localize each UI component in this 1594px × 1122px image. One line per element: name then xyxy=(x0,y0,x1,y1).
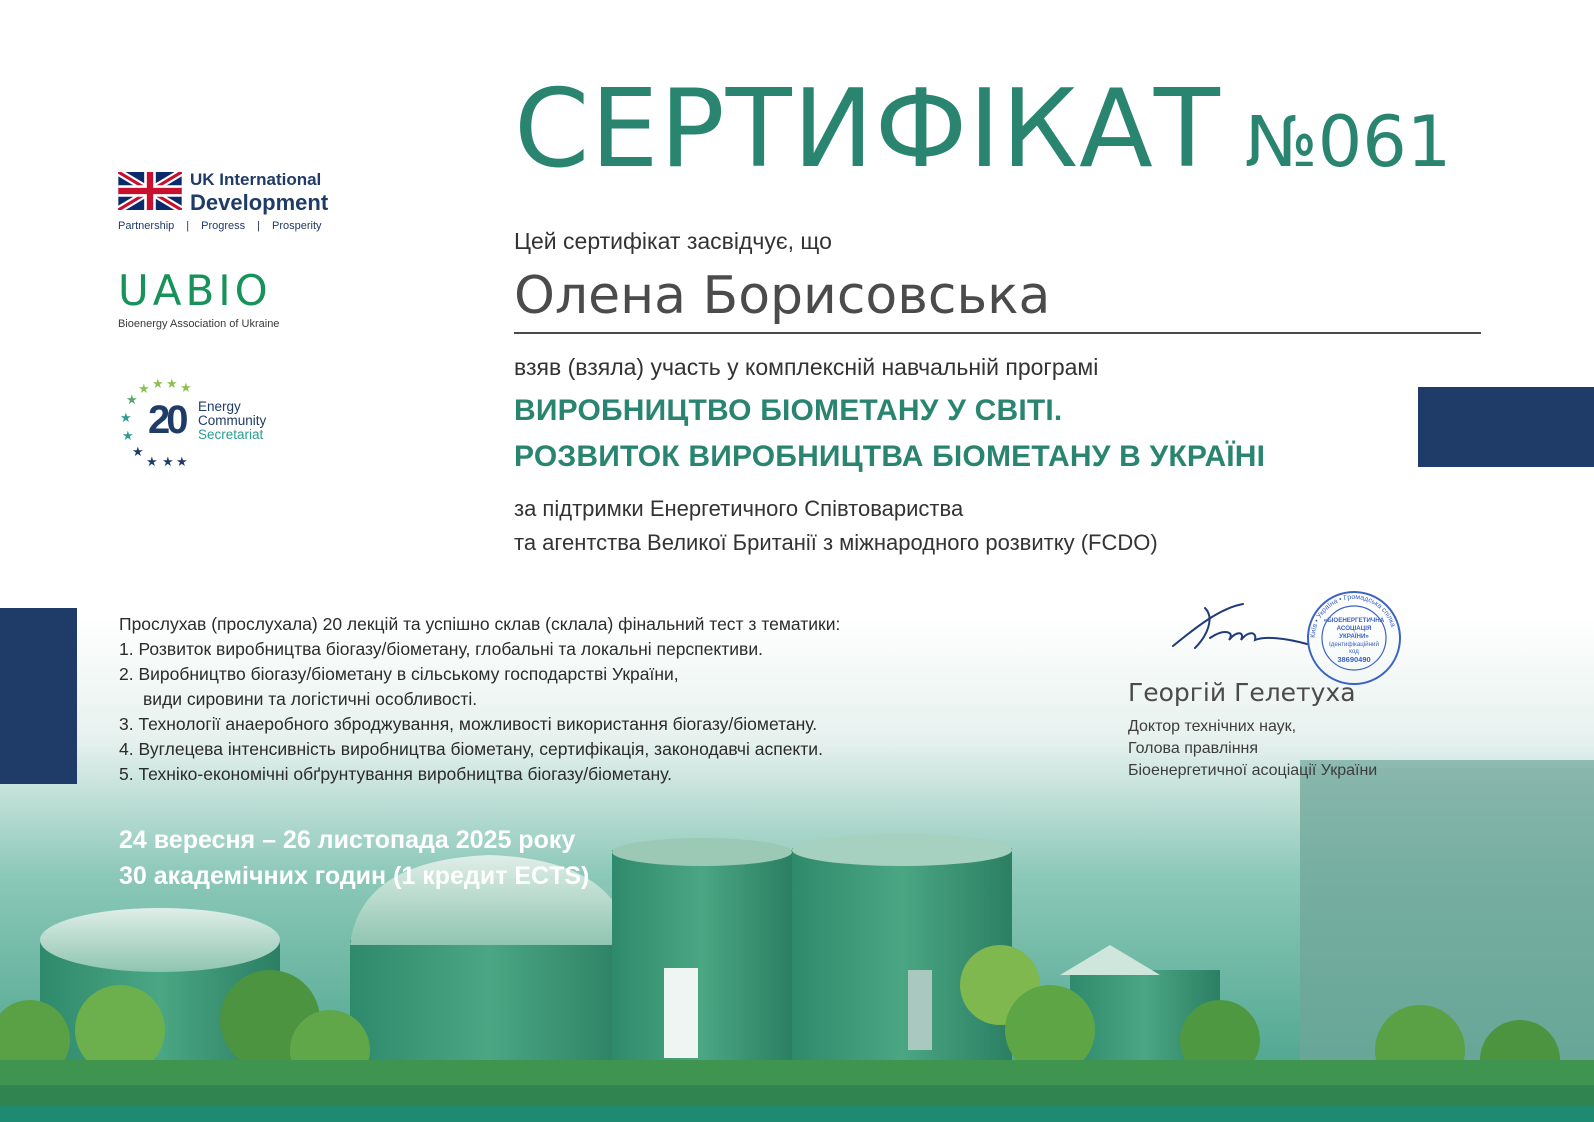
stamp-center-line: Ідентифікаційний xyxy=(1329,641,1379,648)
svg-text:★: ★ xyxy=(152,378,164,392)
navy-accent-block-right xyxy=(1418,387,1594,467)
course-dates: 24 вересня – 26 листопада 2025 року xyxy=(119,826,576,854)
topic-item: 2. Виробництво біогазу/біометану в сільському господарстві України, xyxy=(119,664,679,684)
support-text-line1: за підтримки Енергетичного Співтовариства xyxy=(514,496,964,521)
svg-text:★: ★ xyxy=(132,445,144,460)
uk-tagline-separator: | xyxy=(186,220,190,232)
uk-logo-line1: UK International xyxy=(190,170,322,189)
navy-accent-block-left xyxy=(0,608,77,784)
stamp-center-line: АСОЦІАЦІЯ xyxy=(1336,625,1372,632)
certificate-number: №061 xyxy=(1244,101,1452,183)
svg-text:★: ★ xyxy=(126,393,138,408)
uk-logo-tagline xyxy=(118,220,322,232)
certificate-title-word: СЕРТИФІКАТ xyxy=(514,67,1221,192)
topic-item: 5. Техніко-економічні обґрунтування виробництва біогазу/біометану. xyxy=(119,764,673,784)
uk-tagline-separator: | xyxy=(257,220,261,232)
signatory-role-line: Голова правління xyxy=(1128,740,1259,757)
stamp-center-line: «БІОЕНЕРГЕТИЧНА xyxy=(1323,617,1385,624)
signatory-role-line: Доктор технічних наук, xyxy=(1128,718,1297,735)
ecs-line-community: Community xyxy=(198,413,267,428)
recipient-name: Олена Борисовська xyxy=(514,266,1051,326)
uk-tagline-prosperity: Prosperity xyxy=(272,220,322,232)
stamp-center-line: УКРАЇНИ» xyxy=(1339,633,1369,640)
svg-text:★: ★ xyxy=(138,382,150,397)
svg-text:★: ★ xyxy=(180,381,192,396)
topics-intro: Прослухав (прослухала) 20 лекцій та успішно склав (склала) фінальний тест з тематики: xyxy=(119,614,841,634)
organization-stamp xyxy=(1304,588,1404,688)
stamp-code: 38690490 xyxy=(1337,655,1371,664)
course-hours: 30 академічних годин (1 кредит ECTS) xyxy=(119,862,590,890)
svg-text:★: ★ xyxy=(166,378,178,392)
bottom-green-bar xyxy=(0,1106,1594,1122)
support-text-line2: та агентства Великої Британії з міжнародного розвитку (FCDO) xyxy=(514,530,1158,555)
uabio-logo xyxy=(118,266,308,334)
svg-text:★: ★ xyxy=(146,455,158,470)
uabio-wordmark: UABIO xyxy=(118,266,272,315)
uabio-subtitle: Bioenergy Association of Ukraine xyxy=(118,318,280,330)
uk-international-development-logo xyxy=(118,170,348,236)
signatory-role-line: Біоенергетичної асоціації України xyxy=(1128,762,1378,779)
energy-community-secretariat-logo xyxy=(118,378,298,474)
stamp-center-line: код xyxy=(1349,648,1359,655)
program-title-line1: ВИРОБНИЦТВО БІОМЕТАНУ У СВІТІ. xyxy=(514,394,1063,427)
uk-tagline-progress: Progress xyxy=(201,220,246,232)
union-jack-icon xyxy=(118,172,182,210)
ecs-line-secretariat: Secretariat xyxy=(198,427,264,442)
uk-logo-line2: Development xyxy=(190,190,329,215)
certifies-text: Цей сертифікат засвідчує, що xyxy=(514,228,832,254)
svg-text:★: ★ xyxy=(176,455,188,470)
stamp-ring-text: Київ • Україна • Громадська спілка xyxy=(1309,593,1397,639)
uk-tagline-partnership: Partnership xyxy=(118,220,175,232)
ecs-logo-text xyxy=(198,400,266,442)
topic-item: 1. Розвиток виробництва біогазу/біометану, глобальні та локальні перспективи. xyxy=(119,639,763,659)
topic-item: 4. Вуглецева інтенсивність виробництва біометану, сертифікація, законодавчі аспекти. xyxy=(119,739,823,759)
handwritten-signature xyxy=(1165,598,1315,658)
svg-text:★: ★ xyxy=(122,429,134,444)
certificate-title xyxy=(514,67,1452,192)
recipient-underline xyxy=(514,332,1481,334)
signatory-name: Георгій Гелетуха xyxy=(1128,678,1356,707)
topics-list xyxy=(119,612,840,787)
svg-text:★: ★ xyxy=(120,411,132,426)
ecs-anniversary-number: 20 xyxy=(148,398,185,442)
topic-item-continuation: види сировини та логістичні особливості. xyxy=(143,689,478,709)
svg-text:★: ★ xyxy=(162,455,174,470)
signatory-role xyxy=(1128,716,1377,782)
participation-text: взяв (взяла) участь у комплексній навчальній програмі xyxy=(514,354,1099,380)
ecs-line-energy: Energy xyxy=(198,399,241,414)
topic-item: 3. Технології анаеробного зброджування, можливості використання біогазу/біометану. xyxy=(119,714,818,734)
program-title-line2: РОЗВИТОК ВИРОБНИЦТВА БІОМЕТАНУ В УКРАЇНІ xyxy=(514,440,1266,473)
